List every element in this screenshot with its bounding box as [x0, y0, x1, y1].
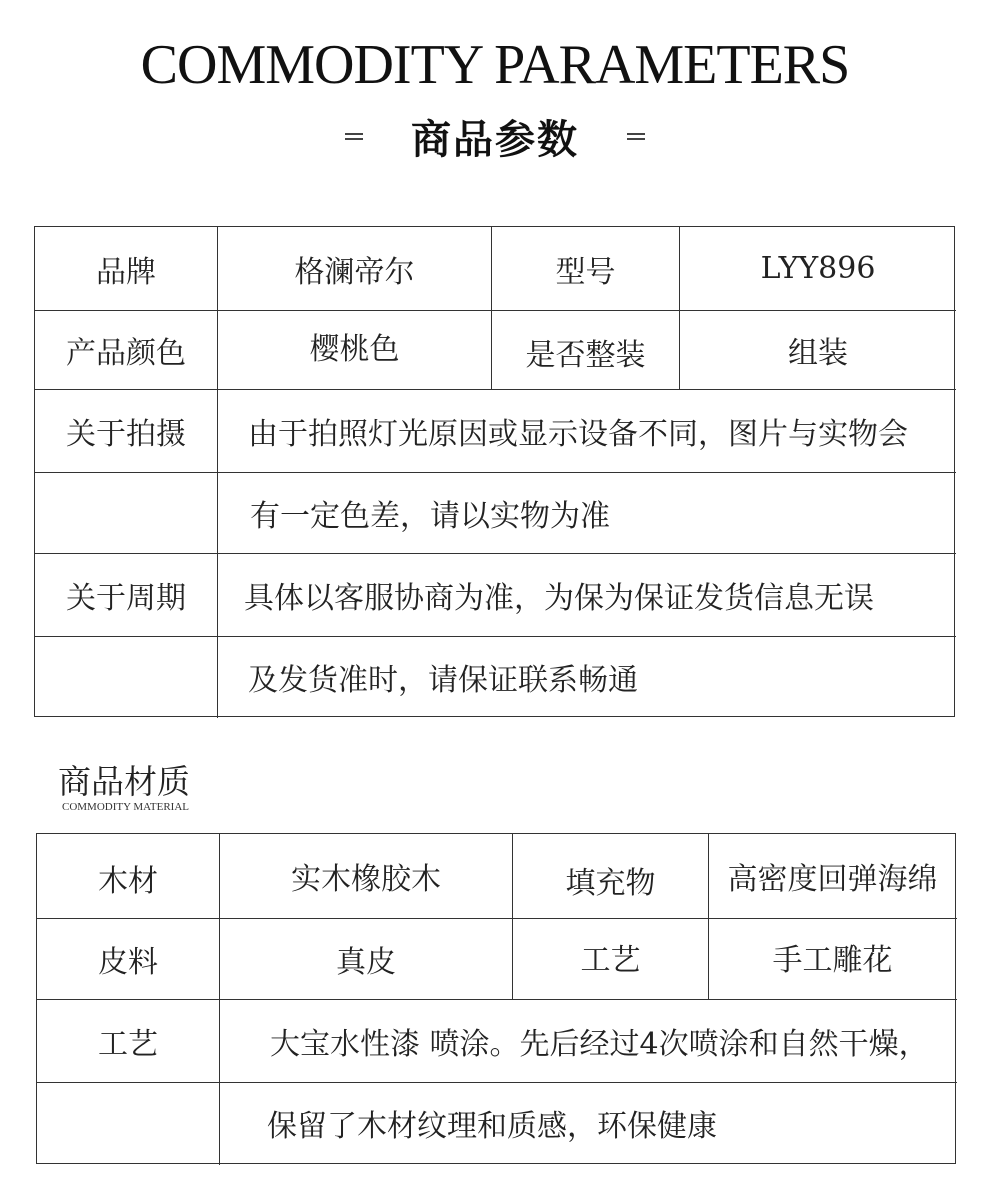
brand-value: 格澜帝尔: [294, 254, 415, 290]
assembly-label: 是否整装: [525, 338, 646, 373]
decorative-lines-icon: [345, 130, 363, 143]
parameters-table: [34, 226, 955, 717]
leather-value: 真皮: [336, 945, 396, 980]
material-table: [36, 833, 956, 1164]
brand-label: 品牌: [96, 254, 156, 290]
wood-value: 实木橡胶木: [291, 862, 441, 897]
photo-note-line1: 由于拍照灯光原因或显示设备不同，图片与实物会: [248, 417, 908, 452]
page-title: COMMODITY PARAMETERS: [140, 34, 850, 96]
decorative-lines-icon: [627, 130, 645, 143]
page-subtitle: 商品参数: [411, 115, 579, 163]
craft-label: 工艺: [580, 943, 641, 978]
color-value: 樱桃色: [309, 332, 400, 367]
cycle-note-line1: 具体以客服协商为准，为保为保证发货信息无误: [244, 581, 874, 616]
process-note-line1: 大宝水性漆 喷涂。先后经过4次喷涂和自然干燥，: [270, 1027, 929, 1062]
cycle-note-line2: 及发货准时，请保证联系畅通: [248, 663, 638, 698]
subtitle-row: [0, 108, 990, 164]
photo-label: 关于拍摄: [66, 417, 186, 452]
filling-label: 填充物: [565, 866, 656, 901]
process-note-line2: 保留了木材纹理和质感，环保健康: [267, 1109, 717, 1144]
material-section-subtitle: COMMODITY MATERIAL: [62, 801, 190, 813]
material-section-title: 商品材质: [58, 762, 190, 801]
filling-value: 高密度回弹海绵: [727, 862, 938, 897]
wood-label: 木材: [98, 864, 158, 899]
model-value: LYY896: [760, 251, 876, 286]
color-label: 产品颜色: [66, 336, 186, 371]
leather-label: 皮料: [98, 945, 158, 980]
assembly-value: 组装: [788, 336, 848, 371]
cycle-label: 关于周期: [66, 581, 186, 616]
photo-note-line2: 有一定色差，请以实物为准: [250, 499, 610, 534]
process-label: 工艺: [98, 1027, 158, 1062]
craft-value: 手工雕花: [772, 943, 893, 978]
model-label: 型号: [555, 254, 616, 290]
